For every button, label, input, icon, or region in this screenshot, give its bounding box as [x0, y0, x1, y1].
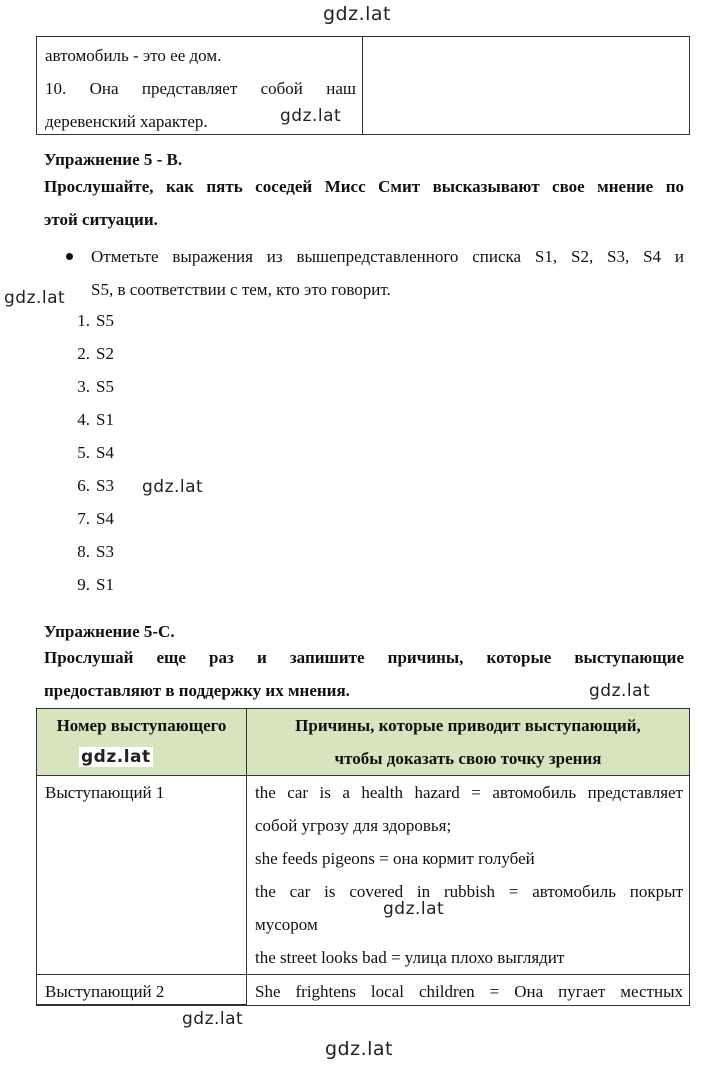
table-row: [37, 975, 690, 1006]
exercise-b-heading: Упражнение 5 - B.: [44, 150, 183, 169]
watermark: gdz.lat: [182, 1009, 244, 1029]
previous-answers-table: [36, 36, 690, 135]
item-value: S3: [96, 542, 114, 561]
item-value: S1: [96, 410, 114, 429]
item-value: S3: [96, 476, 114, 495]
exercise-c-heading: Упражнение 5-C.: [44, 622, 175, 641]
exercise-c-instruction: [44, 641, 684, 707]
item-value: S5: [96, 311, 114, 330]
watermark: gdz.lat: [280, 106, 342, 126]
instruction-line: этой ситуации.: [44, 210, 158, 229]
reasons-cell: She frightens local children = Она пугает местных: [247, 975, 690, 1006]
item-number: 3.: [77, 377, 90, 396]
list-item: [66, 403, 114, 436]
list-item: [66, 535, 114, 568]
table-header-row: [37, 709, 690, 776]
bullet-text: S5, в соответствии с тем, кто это говорит.: [91, 280, 391, 299]
instruction-line: Прослушайте, как пять соседей Мисс Смит высказывают свое мнение по: [44, 177, 684, 196]
answers-list: [66, 304, 114, 601]
reasons-cell: the car is a health hazard = автомобиль представляет собой угрозу для здоровья; she feeds pigeons = она кормит голубей the car is covered in rubbish = автомобиль покрыт мусором gdz.lat the street looks bad = улица плохо выглядит: [247, 776, 690, 975]
item-number: 4.: [77, 410, 90, 429]
column-header-speaker: Номер выступающего gdz.lat: [37, 709, 247, 776]
item-number: 6.: [77, 476, 90, 495]
item-number: 1.: [77, 311, 90, 330]
exercise-b-instruction: [44, 170, 684, 236]
watermark: gdz.lat: [383, 899, 445, 919]
list-item: [66, 370, 114, 403]
item-number: 8.: [77, 542, 90, 561]
item-number: 5.: [77, 443, 90, 462]
watermark: gdz.lat: [142, 477, 204, 497]
watermark: gdz.lat: [589, 681, 651, 701]
item-value: S4: [96, 509, 114, 528]
table-line: автомобиль - это ее дом.: [45, 46, 222, 65]
column-header-reasons: Причины, которые приводит выступающий, чтобы доказать свою точку зрения: [247, 709, 690, 776]
watermark: gdz.lat: [323, 3, 392, 25]
item-value: S2: [96, 344, 114, 363]
list-item: [66, 502, 114, 535]
table-cell: [37, 37, 363, 134]
table-row: [37, 776, 690, 975]
list-item: [66, 568, 114, 601]
instruction-line: Прослушай еще раз и запишите причины, которые выступающие: [44, 648, 684, 667]
bullet-item: [66, 240, 684, 306]
watermark: gdz.lat: [81, 747, 151, 767]
list-item: [66, 436, 114, 469]
table-line: 10. Она представляет собой наш: [45, 79, 356, 98]
table-cell: [363, 37, 689, 134]
watermark: gdz.lat: [4, 288, 66, 308]
bullet-icon: [66, 253, 73, 260]
list-item: [66, 469, 114, 502]
speaker-cell: Выступающий 1: [37, 776, 247, 975]
bullet-text: Отметьте выражения из вышепредставленного списка S1, S2, S3, S4 и: [91, 247, 684, 266]
list-item: [66, 304, 114, 337]
item-number: 2.: [77, 344, 90, 363]
item-number: 7.: [77, 509, 90, 528]
item-number: 9.: [77, 575, 90, 594]
reasons-table: [36, 708, 690, 1006]
item-value: S5: [96, 377, 114, 396]
table-line: деревенский характер.: [45, 112, 208, 131]
item-value: S1: [96, 575, 114, 594]
speaker-cell: Выступающий 2: [37, 975, 247, 1006]
list-item: [66, 337, 114, 370]
instruction-line: предоставляют в поддержку их мнения.: [44, 681, 350, 700]
watermark: gdz.lat: [325, 1038, 394, 1060]
item-value: S4: [96, 443, 114, 462]
